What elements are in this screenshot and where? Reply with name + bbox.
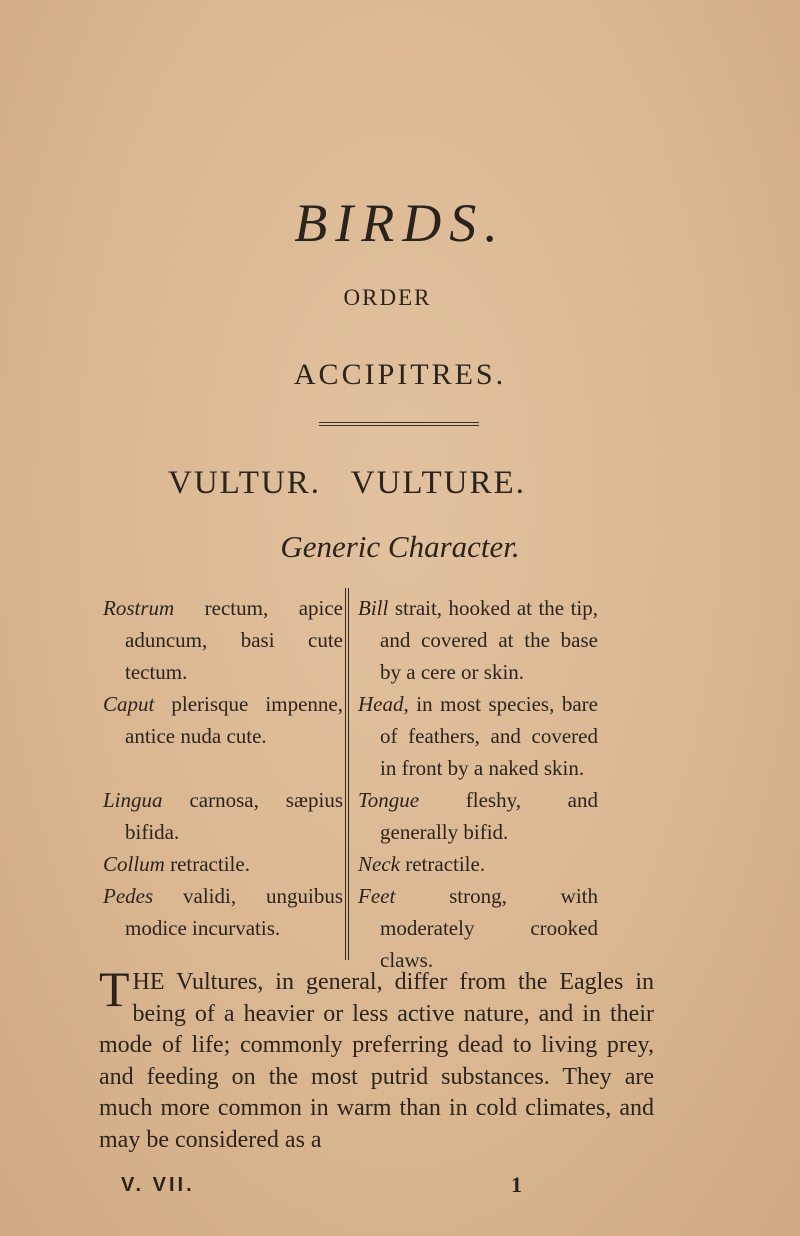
- english-entry-head: [358, 688, 598, 784]
- drop-cap: T: [99, 961, 130, 1017]
- latin-entry-pedes: [103, 880, 343, 944]
- entry-text: plerisque impenne, antice nuda cute.: [125, 692, 343, 748]
- entry-text: strong, with moderately crooked claws.: [380, 884, 598, 972]
- entry-term: Lingua: [103, 788, 163, 812]
- english-entry-neck: [358, 848, 598, 880]
- body-paragraph: [99, 961, 654, 1156]
- entry-term: Caput: [103, 692, 155, 716]
- entry-term: Pedes: [103, 884, 154, 908]
- english-column: [358, 592, 598, 976]
- entry-text: validi, unguibus modice incurvatis.: [125, 884, 343, 940]
- entry-term: Tongue: [358, 788, 420, 812]
- english-entry-bill: [358, 592, 598, 688]
- folio-number: 1: [511, 1172, 522, 1197]
- english-entry-feet: [358, 880, 598, 976]
- genus-english: VULTURE.: [350, 465, 526, 501]
- double-rule-divider: [319, 422, 479, 426]
- drop-cap-rest: HE: [132, 969, 165, 995]
- entry-term: Head: [358, 692, 404, 716]
- entry-term: Bill: [358, 596, 389, 620]
- entry-text: rectum, apice aduncum, basi cute tectum.: [125, 596, 343, 684]
- body-text: Vultures, in general, differ from the Eagles in being of a heavier or less active nature, and in their mode of life; commonly preferring dead to living prey, and feeding on the most putrid substances. They are much more common in warm than in cold climates, and may be considered as a: [99, 969, 654, 1153]
- order-label: ORDER: [343, 285, 432, 310]
- entry-text: retractile.: [164, 852, 250, 876]
- section-title: Generic Character.: [280, 529, 520, 564]
- genus-latin: VULTUR.: [168, 465, 322, 501]
- latin-entry-rostrum: [103, 592, 343, 688]
- entry-text: carnosa, sæpius bifida.: [125, 788, 343, 844]
- signature-mark: V. VII.: [121, 1174, 195, 1196]
- entry-text: strait, hooked at the tip, and covered at the base by a cere or skin.: [380, 596, 598, 684]
- entry-text: , in most species, bare of feathers, and covered in front by a naked skin.: [380, 692, 598, 780]
- genus-heading: [168, 465, 526, 502]
- entry-term: Collum: [103, 852, 165, 876]
- page-title: BIRDS.: [294, 193, 506, 253]
- entry-text: fleshy, and generally bifid.: [380, 788, 598, 844]
- latin-entry-collum: [103, 848, 343, 880]
- latin-column: [103, 592, 343, 944]
- entry-term: Feet: [358, 884, 396, 908]
- latin-entry-caput: [103, 688, 343, 752]
- entry-term: Neck: [358, 852, 400, 876]
- entry-text: retractile.: [399, 852, 486, 876]
- order-name: ACCIPITRES.: [293, 358, 507, 391]
- column-divider: [345, 588, 349, 960]
- latin-entry-lingua: [103, 784, 343, 848]
- english-entry-tongue: [358, 784, 598, 848]
- entry-term: Rostrum: [103, 596, 175, 620]
